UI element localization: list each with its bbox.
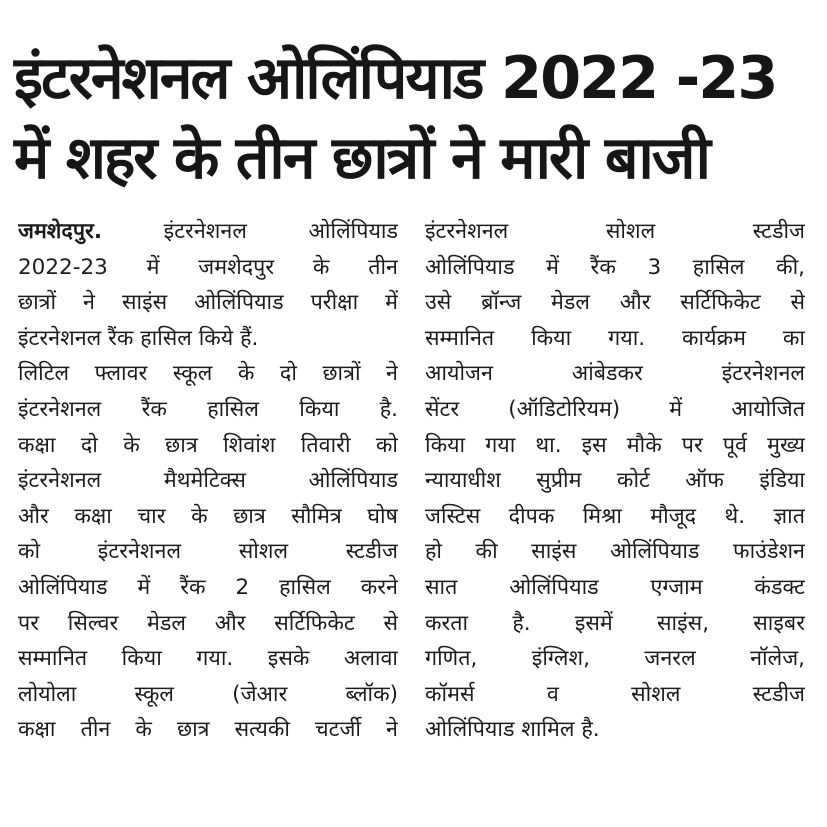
article-column-left	[18, 214, 398, 748]
body-line: उसे ब्रॉन्ज मेडल और सर्टिफिकेट से	[425, 290, 805, 316]
body-line: आयोजन आंबेडकर इंटरनेशनल	[425, 361, 805, 387]
body-line: सम्मानित किया गया. कार्यक्रम का	[425, 325, 805, 351]
body-line: गणित, इंग्लिश, जनरल नॉलेज,	[425, 646, 805, 672]
body-line: इंटरनेशनल सोशल स्टडीज	[425, 219, 805, 244]
dateline: जमशेदपुर.	[18, 219, 103, 244]
article-column-right	[425, 214, 805, 748]
body-line: कक्षा तीन के छात्र सत्यकी चटर्जी ने	[18, 717, 398, 743]
body-line: पर सिल्वर मेडल और सर्टिफिकेट से	[18, 610, 398, 636]
body-line: लिटिल फ्लावर स्कूल के दो छात्रों ने	[18, 361, 398, 387]
body-line: छात्रों ने साइंस ओलिंपियाड परीक्षा में	[18, 290, 398, 316]
body-line: हो की साइंस ओलिंपियाड फाउंडेशन	[425, 539, 805, 565]
body-line: इंटरनेशनल रैंक हासिल किये हैं.	[18, 325, 259, 351]
body-line: इंटरनेशनल रैंक हासिल किया है.	[18, 396, 398, 422]
body-line: को इंटरनेशनल सोशल स्टडीज	[18, 539, 398, 565]
body-line: ओलिंपियाड में रैंक 2 हासिल करने	[18, 574, 398, 600]
body-line: जस्टिस दीपक मिश्रा मौजूद थे. ज्ञात	[425, 503, 805, 529]
body-line: कॉमर्स व सोशल स्टडीज	[425, 681, 805, 707]
cropped-previous-text	[0, 0, 827, 14]
body-line: इंटरनेशनल मैथमेटिक्स ओलिंपियाड	[18, 468, 398, 494]
body-line: कक्षा दो के छात्र शिवांश तिवारी को	[18, 432, 398, 458]
body-line: 2022-23 में जमशेदपुर के तीन	[18, 254, 398, 280]
body-line: सेंटर (ऑडिटोरियम) में आयोजित	[425, 396, 805, 422]
body-line: ओलिंपियाड शामिल है.	[425, 717, 600, 743]
headline-line-2: में शहर के तीन छात्रों ने मारी बाजी	[14, 123, 709, 192]
body-line: ओलिंपियाड में रैंक 3 हासिल की,	[425, 254, 805, 280]
body-line-text: इंटरनेशनल ओलिंपियाड	[163, 219, 398, 244]
body-line: किया गया था. इस मौके पर पूर्व मुख्य	[425, 432, 805, 458]
body-line: और कक्षा चार के छात्र सौमित्र घोष	[18, 503, 398, 529]
body-line: सात ओलिंपियाड एग्जाम कंडक्ट	[425, 574, 805, 600]
body-line: न्यायाधीश सुप्रीम कोर्ट ऑफ इंडिया	[425, 468, 805, 494]
headline-line-1: इंटरनेशनल ओलिंपियाड 2022 -23	[14, 43, 777, 112]
body-line	[18, 214, 398, 250]
body-line: करता है. इसमें साइंस, साइबर	[425, 610, 805, 636]
body-line: सम्मानित किया गया. इसके अलावा	[18, 646, 398, 672]
body-line: लोयोला स्कूल (जेआर ब्लॉक)	[18, 681, 398, 707]
headline	[14, 38, 814, 198]
